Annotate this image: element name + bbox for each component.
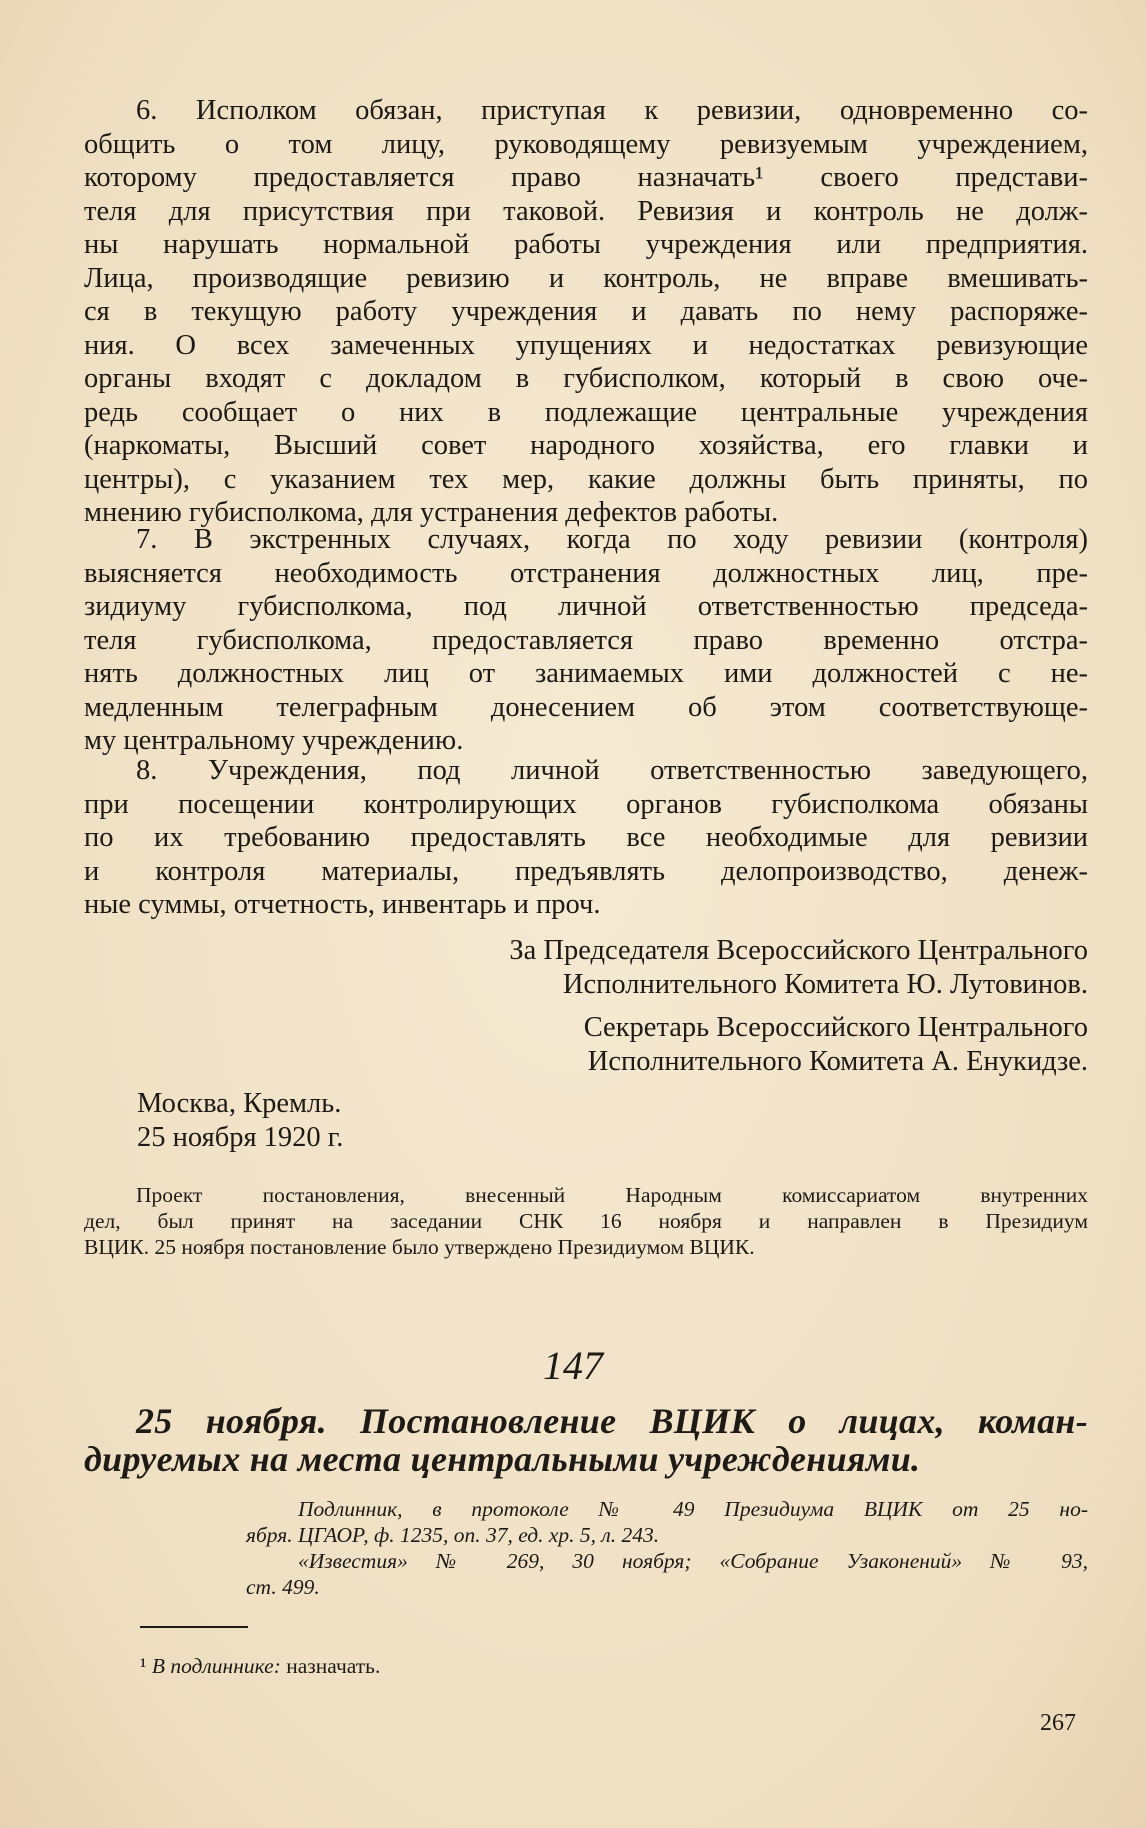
- source-line: ст. 499.: [246, 1575, 320, 1599]
- place: Москва, Кремль.: [137, 1088, 342, 1119]
- note-line: дел, был принят на заседании СНК 16 ноября и направлен в Президиум: [84, 1209, 1088, 1233]
- signature-line: За Председателя Всероссийского Центрального: [509, 935, 1088, 966]
- text-line: центры), с указанием тех мер, какие должны быть приняты, по: [84, 463, 1088, 495]
- footnote-label: В подлиннике:: [151, 1654, 281, 1678]
- text-line: при посещении контролирующих органов губисполкома обязаны: [84, 788, 1088, 820]
- title-line: 25 ноября. Постановление ВЦИК о лицах, коман-: [136, 1401, 1088, 1441]
- source-line: ября. ЦГАОР, ф. 1235, оп. 37, ед. хр. 5, л. 243.: [246, 1523, 660, 1547]
- page-number: 267: [1040, 1710, 1076, 1736]
- place-date: [137, 1087, 1141, 1154]
- text-line: выясняется необходимость отстранения должностных лиц, пре-: [84, 557, 1088, 589]
- text-line: Лица, производящие ревизию и контроль, не вправе вмешивать-: [84, 262, 1088, 294]
- text-line: нять должностных лиц от занимаемых ими должностей с не-: [84, 658, 1088, 689]
- text-line: ные суммы, отчетность, инвентарь и проч.: [84, 889, 601, 920]
- note-line: Проект постановления, внесенный Народным комиссариатом внутренних: [136, 1183, 1088, 1207]
- text-line: теля губисполкома, предоставляется право временно отстра-: [84, 624, 1088, 656]
- text-line: зидиуму губисполкома, под личной ответственностью председа-: [84, 591, 1088, 622]
- text-line: медленным телеграфным донесением об этом соответствующе-: [84, 691, 1088, 723]
- text-line: ны нарушать нормальной работы учреждения или предприятия.: [84, 229, 1088, 260]
- signature-line: Исполнительного Комитета Ю. Лутовинов.: [562, 968, 1088, 1000]
- text-line: по их требованию предоставлять все необходимые для ревизии: [84, 822, 1088, 853]
- signature-line: Исполнительного Комитета А. Енукидзе.: [587, 1045, 1088, 1077]
- editorial-note: [84, 1182, 1088, 1260]
- note-line: ВЦИК. 25 ноября постановление было утверждено Президиумом ВЦИК.: [84, 1235, 755, 1259]
- text-line: мнению губисполкома, для устранения дефектов работы.: [84, 497, 779, 528]
- text-line: теля для присутствия при таковой. Ревизия и контроль не долж-: [84, 195, 1088, 227]
- source-line: Подлинник, в протоколе № 49 Президиума ВЦИК от 25 но-: [298, 1497, 1088, 1521]
- text-line: которому предоставляется право назначать¹ своего представи-: [84, 162, 1088, 193]
- text-line: 6. Исполком обязан, приступая к ревизии, одновременно со-: [136, 95, 1088, 126]
- text-line: (наркоматы, Высший совет народного хозяйства, его главки и: [84, 430, 1088, 461]
- text-line: и контроля материалы, предъявлять делопроизводство, денеж-: [84, 855, 1088, 887]
- footnote-divider: [140, 1626, 248, 1628]
- document-title: [84, 1402, 1088, 1478]
- signature-secretary: [84, 1011, 1088, 1078]
- paragraph-8: [84, 754, 1088, 922]
- signature-line: Секретарь Всероссийского Центрального: [583, 1012, 1088, 1043]
- text-line: 7. В экстренных случаях, когда по ходу ревизии (контроля): [136, 524, 1088, 555]
- text-line: ся в текущую работу учреждения и давать по нему распоряже-: [84, 296, 1088, 327]
- text-line: му центральному учреждению.: [84, 725, 464, 756]
- text-line: общить о том лицу, руководящему ревизуемым учреждением,: [84, 128, 1088, 160]
- text-line: 8. Учреждения, под личной ответственностью заведующего,: [136, 755, 1088, 786]
- paragraph-6: [84, 94, 1088, 530]
- sources: [246, 1496, 1088, 1600]
- title-line: дируемых на места центральными учреждениями.: [84, 1439, 921, 1479]
- document-number: 147: [543, 1343, 603, 1388]
- signature-chairman: [84, 934, 1088, 1001]
- date: 25 ноября 1920 г.: [137, 1121, 344, 1153]
- text-line: редь сообщает о них в подлежащие центральные учреждения: [84, 396, 1088, 428]
- paragraph-7: [84, 523, 1088, 758]
- source-line: «Известия» № 269, 30 ноября; «Собрание Узаконений» № 93,: [298, 1549, 1088, 1573]
- footnote: [140, 1653, 1144, 1679]
- text-line: органы входят с докладом в губисполком, который в свою оче-: [84, 363, 1088, 394]
- footnote-mark: ¹: [140, 1654, 147, 1678]
- footnote-text: назначать.: [280, 1654, 381, 1678]
- text-line: ния. О всех замеченных упущениях и недостатках ревизующие: [84, 329, 1088, 361]
